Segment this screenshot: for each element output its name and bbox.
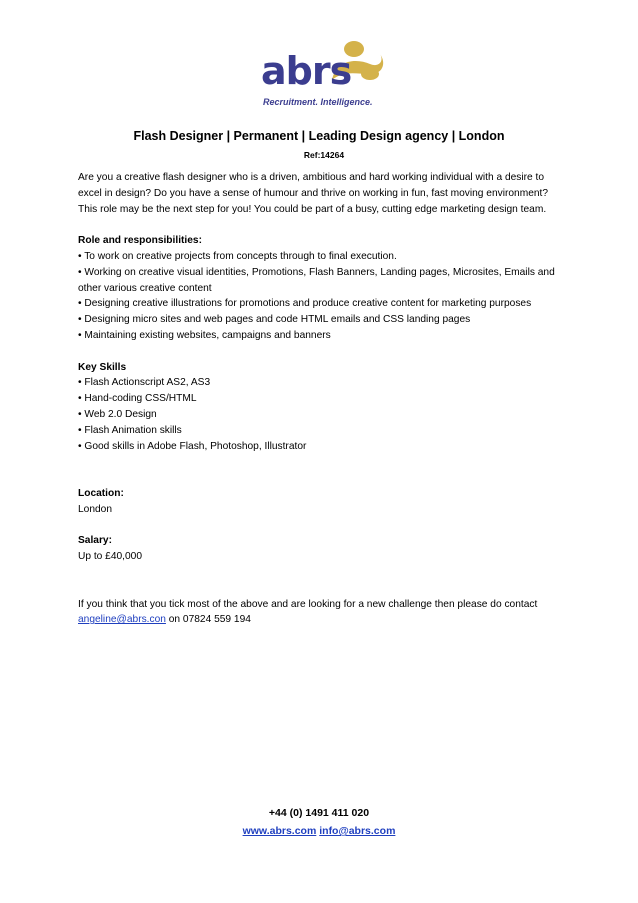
skills-heading: Key Skills bbox=[78, 361, 127, 373]
contact-email-link[interactable]: angeline@abrs.con bbox=[78, 614, 166, 626]
salary-value: Up to £40,000 bbox=[78, 551, 143, 563]
roles-item: • Designing creative illustrations for promotions and produce creative content for marketing purposes bbox=[78, 298, 532, 310]
skills-item: • Flash Animation skills bbox=[78, 424, 182, 436]
job-description bbox=[78, 170, 566, 628]
roles-item: • Maintaining existing websites, campaigns and banners bbox=[78, 329, 331, 341]
contact-text-before: If you think that you tick most of the above and are looking for a new challenge then please do contact bbox=[78, 598, 538, 610]
roles-heading: Role and responsibilities: bbox=[78, 235, 202, 247]
contact-paragraph bbox=[78, 597, 566, 629]
location-value: London bbox=[78, 503, 112, 515]
job-title: Flash Designer | Permanent | Leading Design agency | London bbox=[133, 129, 505, 143]
footer-phone: +44 (0) 1491 411 020 bbox=[268, 807, 370, 819]
intro-paragraph: Are you a creative flash designer who is a driven, ambitious and hard working individual with a desire to excel in design? Do you have a sense of humour and thrive on working in fun, fast moving environment? This role may be the next step for you! You could be part of a busy, cutting edge marketing design team. bbox=[78, 172, 549, 215]
skills-item: • Hand-coding CSS/HTML bbox=[78, 393, 197, 405]
job-reference: Ref:14264 bbox=[303, 150, 345, 160]
footer-email-link[interactable]: info@abrs.com bbox=[319, 825, 396, 837]
page-footer bbox=[0, 804, 638, 840]
roles-item: • To work on creative projects from concepts through to final execution. bbox=[78, 250, 397, 262]
location-label: Location: bbox=[78, 487, 124, 499]
logo-wordmark: abrs bbox=[261, 49, 352, 93]
salary-label: Salary: bbox=[78, 535, 112, 547]
skills-item: • Flash Actionscript AS2, AS3 bbox=[78, 377, 211, 389]
footer-website-link[interactable]: www.abrs.com bbox=[242, 825, 317, 837]
skills-item: • Web 2.0 Design bbox=[78, 408, 157, 420]
roles-item: • Designing micro sites and web pages and code HTML emails and CSS landing pages bbox=[78, 314, 471, 326]
roles-item: • Working on creative visual identities, Promotions, Flash Banners, Landing pages, Microsites, Emails and other various creative content bbox=[78, 266, 555, 294]
contact-text-after: on 07824 559 194 bbox=[165, 614, 251, 626]
company-logo bbox=[254, 40, 386, 110]
skills-item: • Good skills in Adobe Flash, Photoshop, Illustrator bbox=[78, 440, 307, 452]
logo-tagline: Recruitment. Intelligence. bbox=[263, 97, 373, 107]
